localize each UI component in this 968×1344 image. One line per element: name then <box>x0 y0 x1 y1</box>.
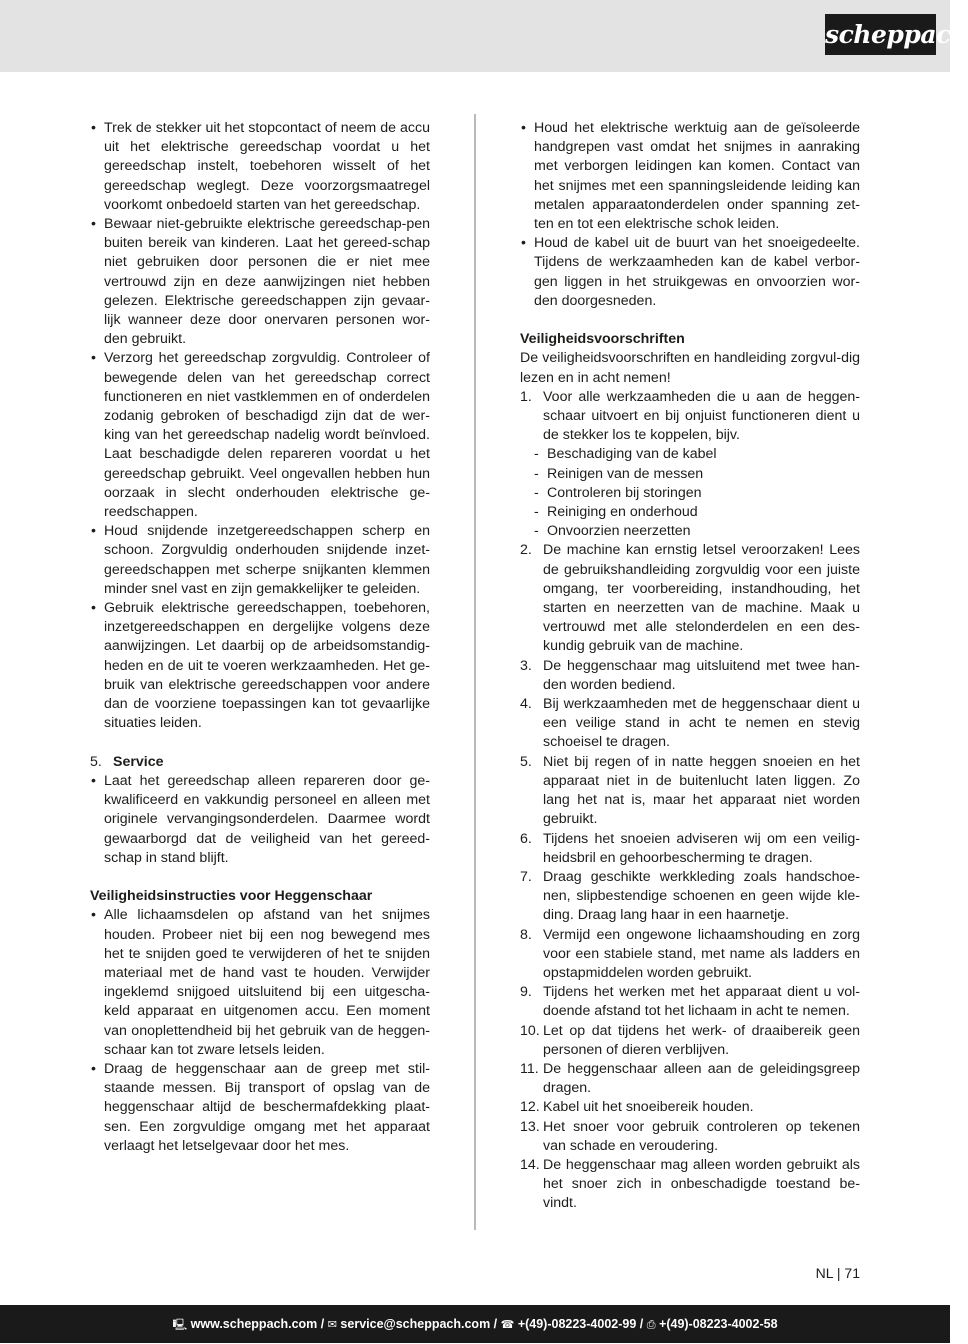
column-divider <box>474 114 476 1230</box>
list-item: • Bewaar niet-gebruikte elektrische gereedschap-pen buiten bereik van kinderen. Laat het gereed-schap niet gebruiken door personen die er niet mee vertrouwd zijn en deze aanwijzingen niet hebben gelezen. Elektrische gereedschappen zijn gevaar-lijk wanneer deze door onervaren personen wor-den gebruikt. <box>91 216 430 348</box>
numbered-item: 8. Vermijd een ongewone lichaamshouding en zorg voor een stabiele stand, met name als ladders en opstapmiddelen worden gebruikt. <box>520 926 860 981</box>
bullet-marker: • <box>521 120 526 136</box>
bullet-marker: • <box>521 235 526 252</box>
page-header-band <box>0 0 968 72</box>
numbered-item: 10. Let op dat tijdens het werk- of draaibereik geen personen of dieren verblijven. <box>520 1022 860 1058</box>
mail-icon: ✉ <box>327 1318 337 1331</box>
list-item: • Houd het elektrische werktuig aan de geïsoleerde handgrepen vast omdat het snijmes in aanraking met verborgen leidingen kan komen. Contact van het snijmes met een spanningsleidende leiding kan metalen apparaatonderdelen onder spanning zet-ten en tot een elektrische schok leiden. <box>521 120 860 233</box>
bullet-marker: • <box>91 772 96 789</box>
list-item: • Alle lichaamsdelen op afstand van het snijmes houden. Probeer niet bij een nog bewegend mes het te snijden goed te verwijderen of het te snijden materiaal met de hand vast te houden. Verwijder ingeklemd snijgoed uitsluitend bij een uitgescha-keld apparaat en uitgenomen accu. Een moment van onoplettendheid bij het gebruik van de heggen-schaar kan tot zware letsels leiden. <box>91 907 430 1058</box>
dash-item: - Reiniging en onderhoud <box>520 503 860 522</box>
numbered-item: 13. Het snoer voor gebruik controleren op tekenen van schade en veroudering. <box>520 1118 860 1154</box>
numbered-item: 11. De heggenschaar alleen aan de geleidingsgreep dragen. <box>520 1060 860 1097</box>
list-item: • Houd de kabel uit de buurt van het snoeigedeelte. Tijdens de werkzaamheden kan de kabel verbor-gen liggen in het struikgewas en onvoorzien wor-den doorgesneden. <box>521 235 860 309</box>
dash-marker: - <box>534 446 539 463</box>
list-item: • Verzorg het gereedschap zorgvuldig. Controleer of bewegende delen van het gereedschap correct functioneren en niet vastklemmen en of onderdelen zodanig gebroken of beschadigd zijn dat de wer-king van het gereedschap nadelig wordt beïnvloed. Laat beschadigde delen repareren voordat u het gereedschap gebruikt. Veel ongevallen hebben hun oorzaak in slecht onderhouden elektrische ge-reedschappen. <box>91 350 430 521</box>
numbered-item: 1. Voor alle werkzaamheden die u aan de heggen-schaar uitvoert en bij onjuist functioneren dient u de stekker los te koppelen, bijv. <box>520 388 860 444</box>
bullet-marker: • <box>91 600 96 617</box>
numbered-item: 6. Tijdens het snoeien adviseren wij om een veilig-heidsbril en gehoorbescherming te dragen. <box>520 830 860 866</box>
dash-item: - Onvoorzien neerzetten <box>520 522 860 541</box>
fax-number: +(49)-08223-4002-58 <box>659 1317 778 1331</box>
dash-item: - Beschadiging van de kabel <box>520 445 860 464</box>
left-column <box>90 119 430 1156</box>
intro-text: De veiligheidsvoorschriften en handleiding zorgvul-dig lezen en in acht nemen! <box>520 350 860 386</box>
right-column <box>520 119 860 1214</box>
numbered-item: 5. Niet bij regen of in natte heggen snoeien en het apparaat niet in de buitenlucht laten liggen. Zo lang het nat is, maar het apparaat niet worden gebruikt. <box>520 753 860 828</box>
scheppach-logo: scheppach <box>825 14 936 55</box>
fax-icon: ⎙ <box>646 1318 656 1331</box>
bullet-marker: • <box>91 523 96 540</box>
bullet-marker: • <box>91 350 96 367</box>
numbered-item: 14. De heggenschaar mag alleen worden gebruikt als het snoer zich in onbeschadigde toestand be-vindt. <box>520 1156 860 1212</box>
numbered-item: 4. Bij werkzaamheden met de heggenschaar dient u een veilige stand in acht te nemen en stevig schoeisel te dragen. <box>520 696 860 751</box>
phone-number: +(49)-08223-4002-99 / <box>517 1317 644 1331</box>
bullet-marker: • <box>91 216 96 233</box>
numbered-item: 9. Tijdens het werken met het apparaat dient u vol-doende afstand tot het lichaam in acht te nemen. <box>520 984 860 1020</box>
list-item: • Laat het gereedschap alleen repareren door ge-kwalificeerd en vakkundig personeel en alleen met originele vervangingsonderdelen. Daarmee wordt gewaarborgd dat de veiligheid van het gereed-schap in stand blijft. <box>91 772 430 866</box>
website-link[interactable]: www.scheppach.com / <box>190 1317 325 1331</box>
dash-marker: - <box>534 484 539 501</box>
list-item: • Draag de heggenschaar aan de greep met stil-staande messen. Bij transport of opslag van de heggenschaar altijd de beschermafdekking plaat-sen. Een zorgvuldige omgang met het apparaat verlaagt het letselgevaar door het mes. <box>91 1060 430 1154</box>
numbered-item: 3. De heggenschaar mag uitsluitend met twee han-den worden bediend. <box>520 657 860 693</box>
dash-marker: - <box>534 523 539 540</box>
list-item: • Gebruik elektrische gereedschappen, toebehoren, inzetgereedschappen en dergelijke volgens deze aanwijzingen. Let daarbij op de arbeidsomstandig-heden en de uit te voeren werkzaamheden. Het ge-bruik van elektrische gereedschappen voor andere dan de voorziene toepassingen kan tot gevaarlijke situaties leiden. <box>91 600 430 732</box>
numbered-item: 2. De machine kan ernstig letsel veroorzaken! Lees de gebruikshandleiding zorgvuldig voor een juiste omgang, ter voorbereiding, instandhouding, het starten en neerzetten van de machine. Maak u vertrouwd met alle stelonderdelen en een des-kundig gebruik van de machine. <box>520 542 860 655</box>
numbered-item: 7. Draag geschikte werkkleding zoals handschoe-nen, slipbestendige schoenen en geen wijde kle-ding. Draag lang haar in een haarnetje. <box>520 868 860 924</box>
list-item: • Houd snijdende inzetgereedschappen scherp en schoon. Zorgvuldig onderhouden snijdende inzet-gereedschappen met scherpe snijkanten klemmen minder snel vast en zijn gemakkelijker te geleiden. <box>91 523 430 597</box>
contact-footer <box>0 1305 950 1343</box>
dash-marker: - <box>534 465 539 482</box>
dash-item: - Reinigen van de messen <box>520 465 860 484</box>
numbered-item: 12. Kabel uit het snoeibereik houden. <box>520 1099 754 1116</box>
bullet-marker: • <box>91 120 96 136</box>
phone-icon: ☎ <box>500 1318 515 1331</box>
page-number: NL | 71 <box>815 1265 860 1281</box>
section-heading: Veiligheidsvoorschriften <box>520 331 685 348</box>
section-heading: Veiligheidsinstructies voor Heggenschaar <box>90 888 373 905</box>
computer-icon: 🖳 <box>172 1318 188 1331</box>
bullet-marker: • <box>91 1060 96 1077</box>
email-link[interactable]: service@scheppach.com / <box>340 1317 498 1331</box>
bullet-marker: • <box>91 907 96 924</box>
dash-item: - Controleren bij storingen <box>520 484 860 503</box>
dash-marker: - <box>534 504 539 521</box>
list-item: • Trek de stekker uit het stopcontact of neem de accu uit het elektrische gereedschap voordat u het gereedschap instelt, toebehoren wisselt of het gereedschap weglegt. Deze voorzorgsmaatregel voorkomt onbedoeld starten van het gereedschap. <box>91 120 430 213</box>
service-heading: 5. Service <box>90 753 164 770</box>
